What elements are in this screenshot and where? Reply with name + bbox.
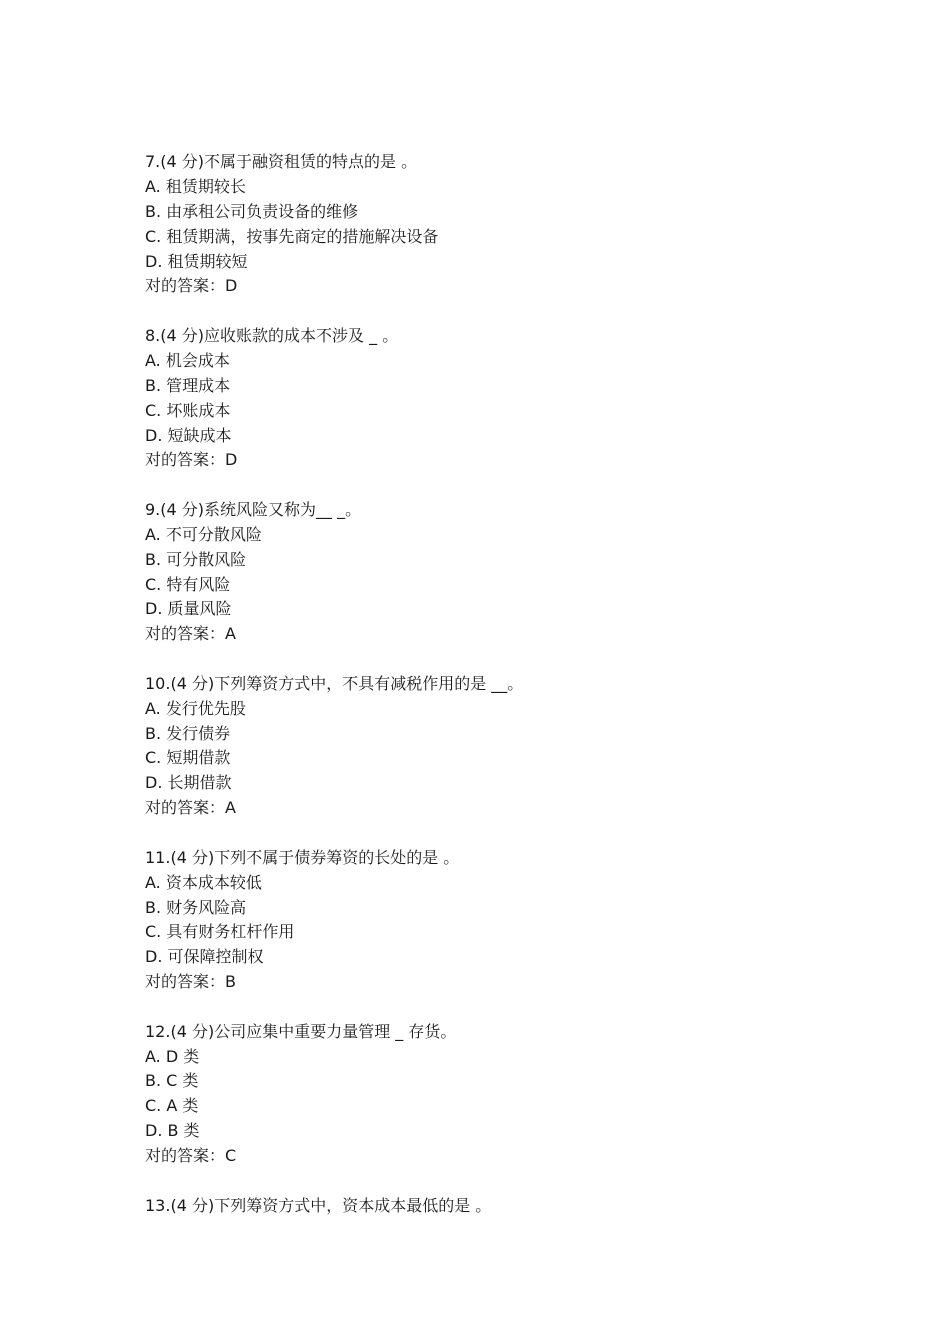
- correct-answer: 对的答案：C: [145, 1146, 237, 1166]
- question-stem: 13.(4 分)下列筹资方式中，资本成本最低的是 。: [145, 1195, 492, 1215]
- question-11: [145, 846, 845, 995]
- option-d: D. 长期借款: [145, 773, 232, 793]
- question-13: [145, 1194, 845, 1219]
- option-c: C. 短期借款: [145, 748, 231, 768]
- option-a: A. 资本成本较低: [145, 872, 262, 892]
- question-10: [145, 672, 845, 821]
- question-stem: 7.(4 分)不属于融资租赁的特点的是 。: [145, 152, 418, 171]
- question-stem: 9.(4 分)系统风险又称为__ _。: [145, 499, 362, 519]
- option-c: C. 具有财务杠杆作用: [145, 922, 295, 942]
- document-page: [145, 150, 845, 1243]
- question-7: [145, 150, 845, 299]
- question-stem: 11.(4 分)下列不属于债券筹资的长处的是 。: [145, 847, 460, 867]
- correct-answer: 对的答案：A: [145, 798, 236, 818]
- option-d: D. 质量风险: [145, 599, 232, 619]
- correct-answer: 对的答案：B: [145, 972, 236, 992]
- option-b: B. 财务风险高: [145, 897, 247, 917]
- option-c: C. 特有风险: [145, 574, 231, 594]
- option-c: C. 坏账成本: [145, 400, 231, 420]
- option-b: B. 由承租公司负责设备的维修: [145, 201, 359, 221]
- option-a: A. 发行优先股: [145, 698, 246, 718]
- question-8: [145, 324, 845, 473]
- question-12: [145, 1020, 845, 1169]
- question-stem: 12.(4 分)公司应集中重要力量管理 _ 存货。: [145, 1021, 457, 1041]
- option-a: A. D 类: [145, 1046, 200, 1066]
- question-stem: 8.(4 分)应收账款的成本不涉及 _ 。: [145, 325, 399, 345]
- question-9: [145, 498, 845, 647]
- option-d: D. B 类: [145, 1121, 200, 1141]
- option-d: D. 租赁期较短: [145, 251, 248, 271]
- option-a: A. 租赁期较长: [145, 176, 246, 196]
- question-stem: 10.(4 分)下列筹资方式中，不具有减税作用的是 __。: [145, 673, 524, 693]
- option-a: A. 机会成本: [145, 350, 230, 370]
- correct-answer: 对的答案：D: [145, 276, 238, 296]
- option-c: C. A 类: [145, 1096, 199, 1116]
- option-b: B. C 类: [145, 1071, 199, 1091]
- option-b: B. 可分散风险: [145, 549, 247, 569]
- option-c: C. 租赁期满，按事先商定的措施解决设备: [145, 226, 439, 246]
- option-d: D. 短缺成本: [145, 425, 232, 445]
- correct-answer: 对的答案：A: [145, 624, 236, 644]
- option-a: A. 不可分散风险: [145, 524, 262, 544]
- option-b: B. 发行债券: [145, 723, 231, 743]
- correct-answer: 对的答案：D: [145, 450, 238, 470]
- option-d: D. 可保障控制权: [145, 947, 264, 967]
- option-b: B. 管理成本: [145, 375, 231, 395]
